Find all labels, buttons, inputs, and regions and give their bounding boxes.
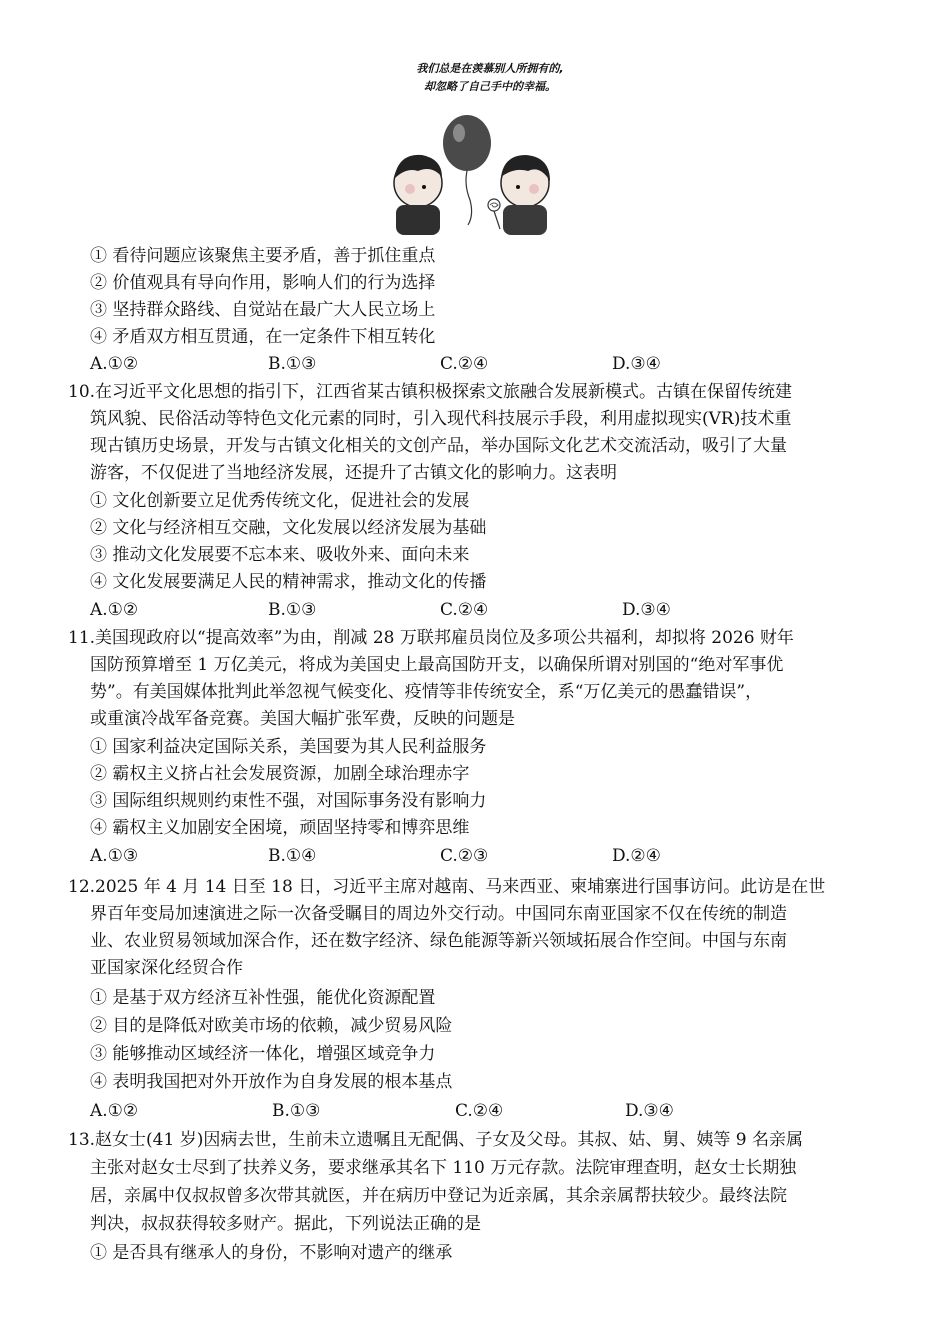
q11-option-1: ① 国家利益决定国际关系，美国要为其人民利益服务 [90, 737, 487, 757]
q9-answer-b: B.①③ [268, 354, 317, 374]
q13-stem-line3: 居，亲属中仅叔叔曾多次带其就医，并在病历中登记为近亲属，其余亲属帮扶较少。最终法院 [90, 1186, 787, 1206]
q9-answer-a: A.①② [90, 354, 139, 374]
q12-stem-line4: 亚国家深化经贸合作 [90, 958, 243, 978]
q11-option-4: ④ 霸权主义加剧安全困境，顽固坚持零和博弈思维 [90, 818, 470, 838]
q9-option-1: ① 看待问题应该聚焦主要矛盾，善于抓住重点 [90, 246, 436, 266]
q12-answer-d: D.③④ [625, 1101, 674, 1121]
q9-option-4: ④ 矛盾双方相互贯通，在一定条件下相互转化 [90, 327, 436, 347]
q12-option-4: ④ 表明我国把对外开放作为自身发展的根本基点 [90, 1072, 453, 1092]
q11-answer-b: B.①④ [268, 846, 317, 866]
q11-option-2: ② 霸权主义挤占社会发展资源，加剧全球治理赤字 [90, 764, 470, 784]
q10-stem-line2: 筑风貌、民俗活动等特色文化元素的同时，引入现代科技展示手段，利用虚拟现实(VR)技术重 [90, 409, 792, 429]
q12-answer-c: C.②④ [455, 1101, 504, 1121]
q10-answer-d: D.③④ [622, 600, 671, 620]
q11-stem-line1: 11.美国现政府以“提高效率”为由，削减 28 万联邦雇员岗位及多项公共福利，却拟将 2026 财年 [68, 628, 794, 648]
q11-stem-line2: 国防预算增至 1 万亿美元，将成为美国史上最高国防开支，以确保所谓对别国的“绝对军事优 [90, 655, 784, 675]
q9-option-3: ③ 坚持群众路线、自觉站在最广大人民立场上 [90, 300, 436, 320]
q10-stem-line4: 游客，不仅促进了当地经济发展，还提升了古镇文化的影响力。这表明 [90, 463, 617, 483]
q11-answer-d: D.②④ [612, 846, 661, 866]
q10-answer-c: C.②④ [440, 600, 489, 620]
q9-answer-d: D.③④ [612, 354, 661, 374]
q12-answer-b: B.①③ [272, 1101, 321, 1121]
q12-stem-line3: 业、农业贸易领域加深合作，还在数字经济、绿色能源等新兴领域拓展合作空间。中国与东南 [90, 931, 787, 951]
q12-option-3: ③ 能够推动区域经济一体化，增强区域竞争力 [90, 1044, 436, 1064]
q9-option-2: ② 价值观具有导向作用，影响人们的行为选择 [90, 273, 436, 293]
q10-option-3: ③ 推动文化发展要不忘本来、吸收外来、面向未来 [90, 545, 470, 565]
cartoon-illustration [380, 55, 575, 235]
q11-answer-a: A.①③ [90, 846, 139, 866]
q13-stem-line1: 13.赵女士(41 岁)因病去世，生前未立遗嘱且无配偶、子女及父母。其叔、姑、舅、姨等 9 名亲属 [68, 1130, 803, 1150]
illustration-caption-line2: 却忽略了自己手中的幸福。 [424, 80, 556, 93]
q11-stem-line3: 势”。有美国媒体批判此举忽视气候变化、疫情等非传统安全，系“万亿美元的愚蠢错误”， [90, 682, 763, 702]
q10-stem-line1: 10.在习近平文化思想的指引下，江西省某古镇积极探索文旅融合发展新模式。古镇在保留传统建 [68, 382, 793, 402]
q10-stem-line3: 现古镇历史场景，开发与古镇文化相关的文创产品，举办国际文化艺术交流活动，吸引了大量 [90, 436, 787, 456]
q12-stem-line2: 界百年变局加速演进之际一次备受瞩目的周边外交行动。中国同东南亚国家不仅在传统的制造 [90, 904, 787, 924]
q13-option-1: ① 是否具有继承人的身份，不影响对遗产的继承 [90, 1243, 453, 1263]
q12-option-2: ② 目的是降低对欧美市场的依赖，减少贸易风险 [90, 1016, 453, 1036]
q11-option-3: ③ 国际组织规则约束性不强，对国际事务没有影响力 [90, 791, 487, 811]
q10-option-4: ④ 文化发展要满足人民的精神需求，推动文化的传播 [90, 572, 487, 592]
q10-option-1: ① 文化创新要立足优秀传统文化，促进社会的发展 [90, 491, 470, 511]
q13-stem-line4: 判决，叔叔获得较多财产。据此，下列说法正确的是 [90, 1214, 481, 1234]
q13-stem-line2: 主张对赵女士尽到了扶养义务，要求继承其名下 110 万元存款。法院审理查明，赵女士长期独 [90, 1158, 797, 1178]
q12-option-1: ① 是基于双方经济互补性强，能优化资源配置 [90, 988, 436, 1008]
q9-answer-c: C.②④ [440, 354, 489, 374]
q10-answer-a: A.①② [90, 600, 139, 620]
q11-answer-c: C.②③ [440, 846, 489, 866]
q11-stem-line4: 或重演冷战军备竞赛。美国大幅扩张军费，反映的问题是 [90, 709, 515, 729]
illustration-caption-line1: 我们总是在羡慕别人所拥有的, [416, 62, 564, 75]
q10-option-2: ② 文化与经济相互交融，文化发展以经济发展为基础 [90, 518, 487, 538]
q12-answer-a: A.①② [90, 1101, 139, 1121]
q12-stem-line1: 12.2025 年 4 月 14 日至 18 日，习近平主席对越南、马来西亚、柬埔寨进行国事访问。此访是在世 [68, 877, 826, 897]
q10-answer-b: B.①③ [268, 600, 317, 620]
